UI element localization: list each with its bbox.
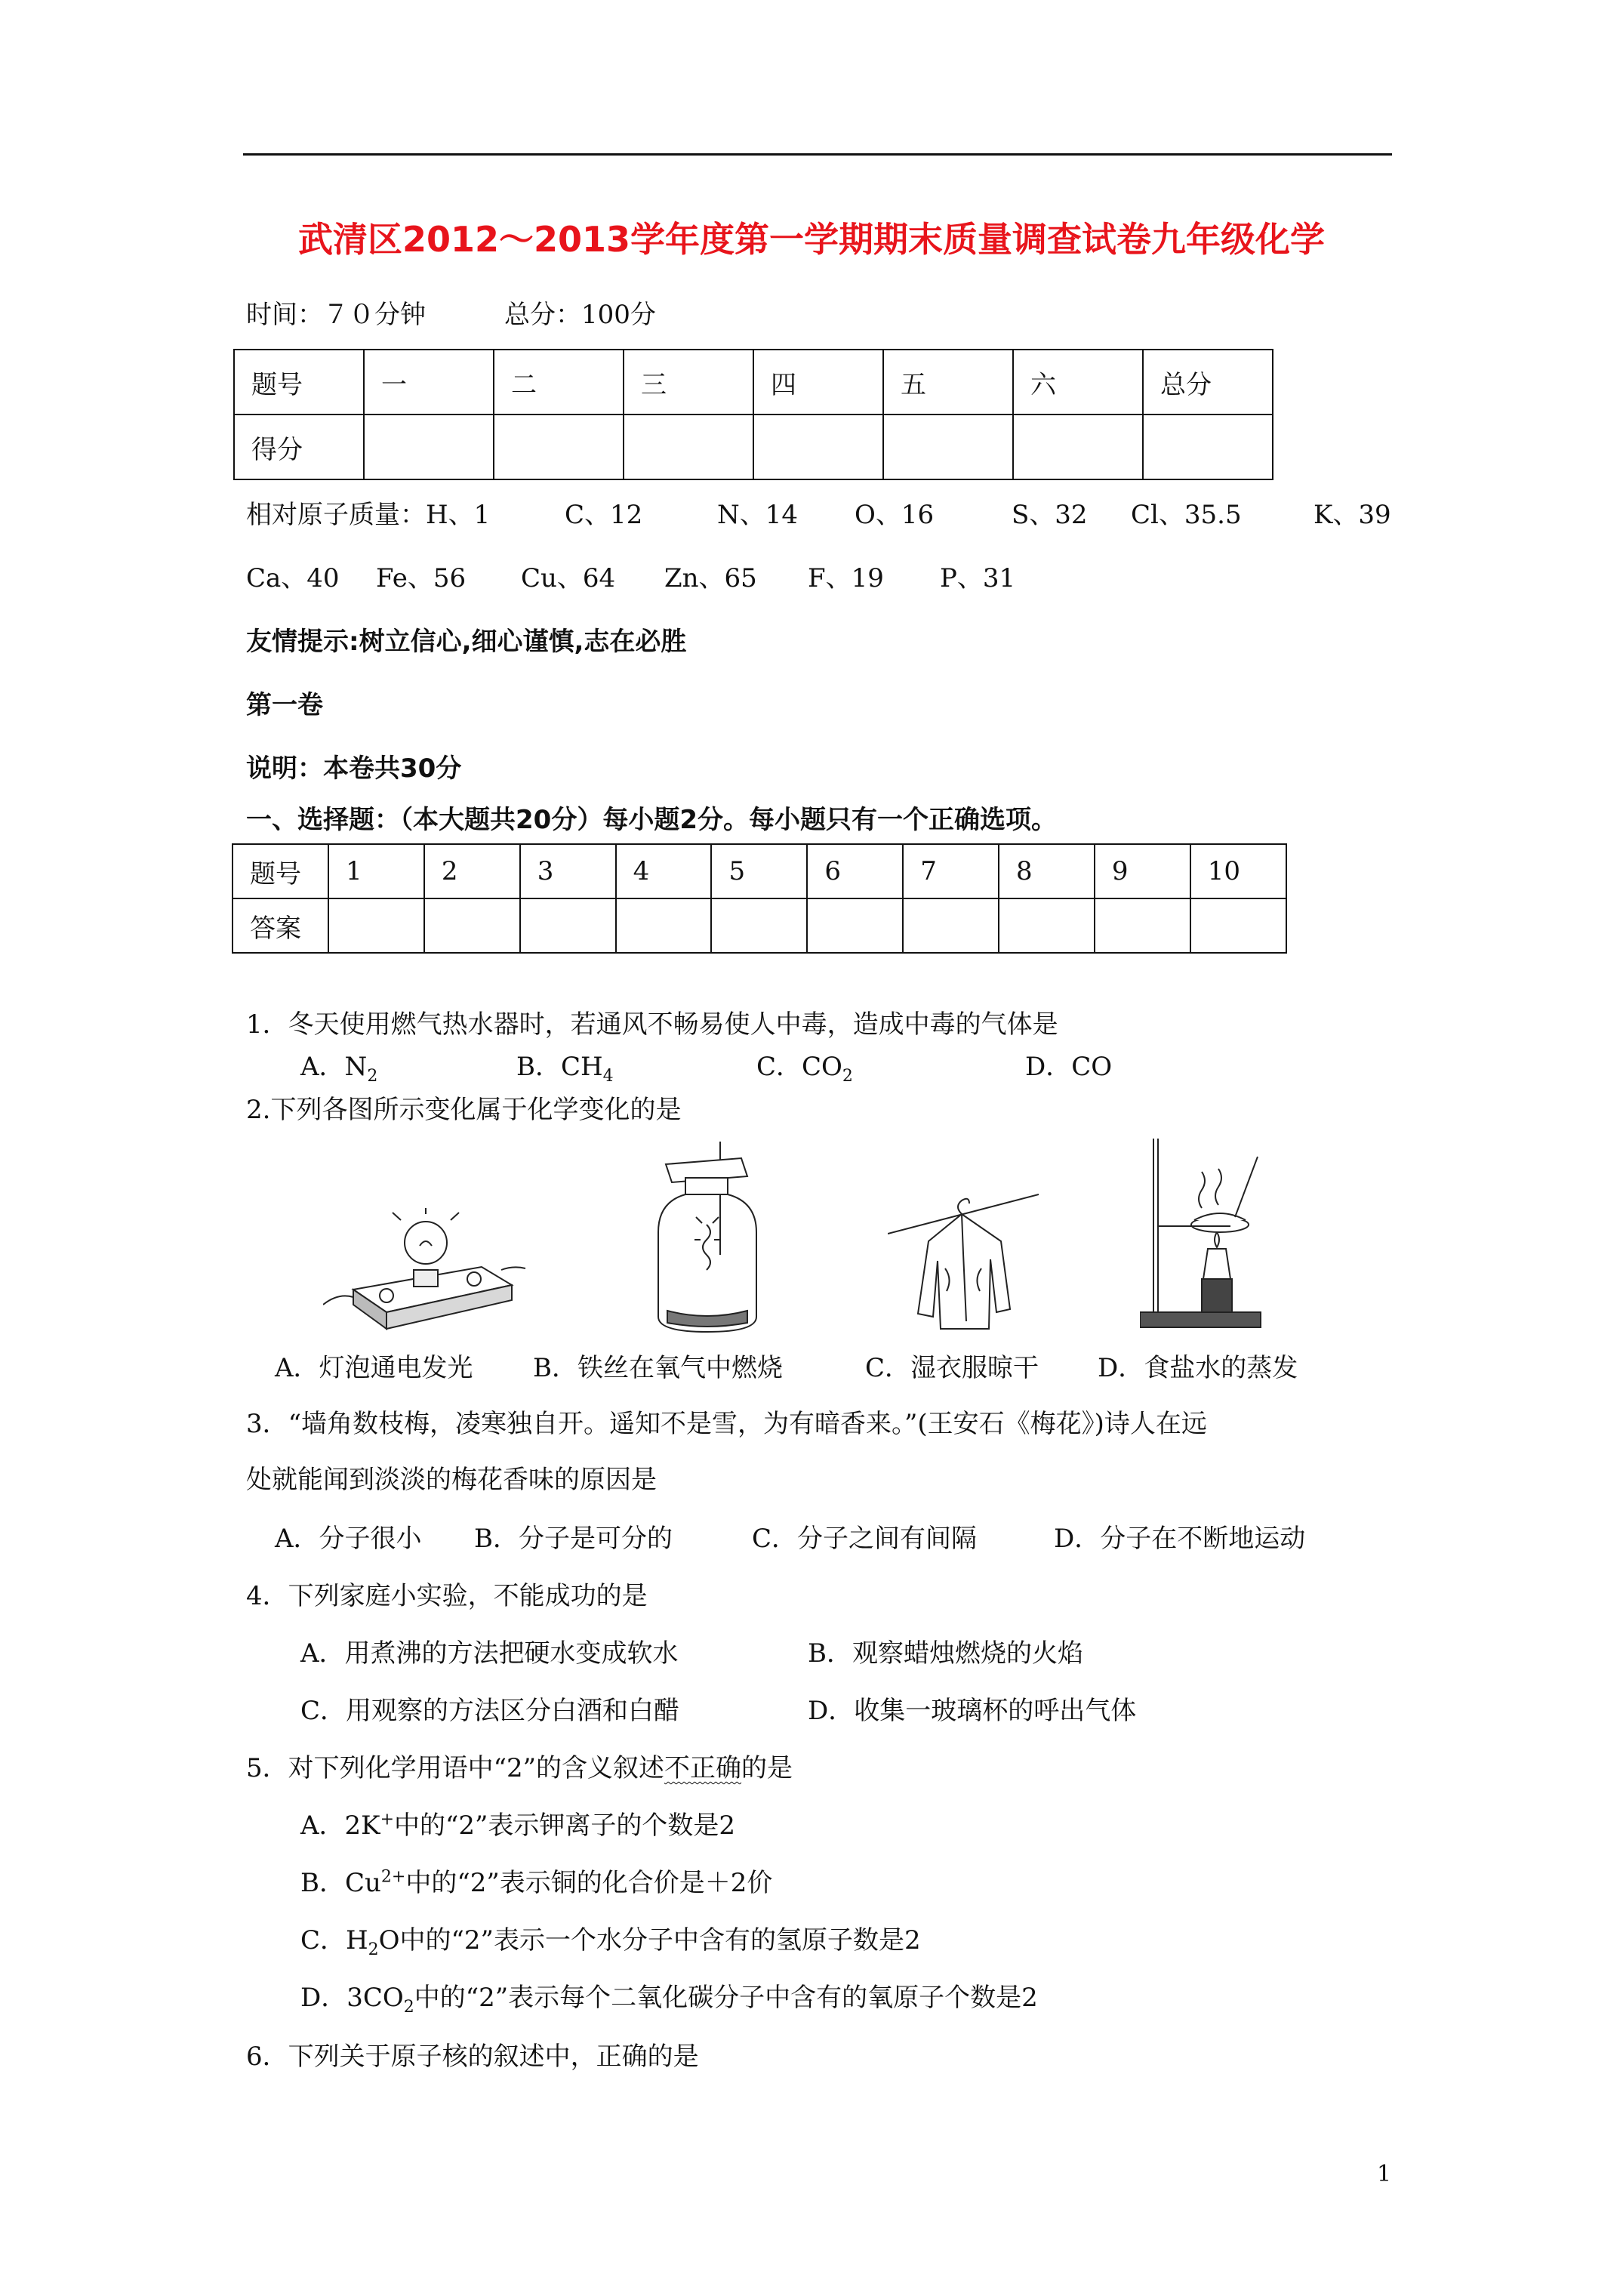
answer-cell[interactable]: [807, 898, 903, 953]
question-3-option-b: B．分子是可分的: [474, 1524, 673, 1554]
answer-cell[interactable]: [999, 898, 1095, 953]
score-cell[interactable]: [494, 415, 624, 479]
question-1-option-b: B．$CH_4$: [516, 1052, 614, 1086]
answer-row-label: 答案: [233, 898, 328, 953]
score-header-cell: 六: [1013, 350, 1143, 415]
score-cell[interactable]: [624, 415, 753, 479]
answer-header-cell: 题号: [233, 844, 328, 898]
question-3-stem-cont: 处就能闻到淡淡的梅花香味的原因是: [246, 1465, 657, 1495]
question-4-option-a: A．用煮沸的方法把硬水变成软水: [300, 1638, 679, 1669]
question-4-option-d: D．收集一玻璃杯的呼出气体: [808, 1696, 1137, 1726]
answer-cell[interactable]: [711, 898, 807, 953]
score-cell[interactable]: [753, 415, 883, 479]
exam-time: 时间：７０分钟: [246, 300, 426, 330]
atomic-mass-item: C、12: [565, 500, 643, 530]
question-2-stem: 2.下列各图所示变化属于化学变化的是: [246, 1095, 682, 1125]
score-header-cell: 二: [494, 350, 624, 415]
page-number: 1: [1377, 2161, 1392, 2187]
answer-header-cell: 5: [711, 844, 807, 898]
atomic-mass-item: P、31: [940, 563, 1016, 593]
question-3-option-c: C．分子之间有间隔: [752, 1524, 978, 1554]
exam-total: 总分：100分: [504, 300, 656, 330]
answer-header-cell: 4: [616, 844, 712, 898]
score-cell[interactable]: [364, 415, 494, 479]
wet-clothes-illustration: [888, 1178, 1039, 1336]
volume-note: 说明：本卷共30分: [246, 754, 462, 784]
question-1-option-a: A．$N_2$: [300, 1052, 378, 1086]
answer-cell[interactable]: [520, 898, 616, 953]
question-2-option-a: A．灯泡通电发光: [275, 1353, 473, 1383]
question-5-stem: 5．对下列化学用语中“2”的含义叙述不正确的是: [246, 1753, 793, 1783]
answer-header-cell: 8: [999, 844, 1095, 898]
answer-header-cell: 2: [424, 844, 520, 898]
answer-cell[interactable]: [424, 898, 520, 953]
header-rule: [243, 153, 1392, 156]
score-header-cell: 题号: [234, 350, 364, 415]
question-2-option-d: D．食盐水的蒸发: [1098, 1353, 1298, 1383]
question-6-stem: 6．下列关于原子核的叙述中，正确的是: [246, 2042, 699, 2072]
question-1-option-d: D．CO: [1025, 1052, 1113, 1082]
answer-header-cell: 7: [903, 844, 999, 898]
score-header-cell: 三: [624, 350, 753, 415]
answer-cell[interactable]: [1095, 898, 1190, 953]
question-3-option-d: D．分子在不断地运动: [1054, 1524, 1306, 1554]
answer-cell[interactable]: [903, 898, 999, 953]
score-header-cell: 一: [364, 350, 494, 415]
question-1-stem: 1．冬天使用燃气热水器时，若通风不畅易使人中毒，造成中毒的气体是: [246, 1009, 1058, 1040]
question-5-option-c: C．$H_2O$中的“2”表示一个水分子中含有的氢原子数是2: [300, 1925, 921, 1959]
score-cell[interactable]: [1013, 415, 1143, 479]
answer-header-cell: 10: [1190, 844, 1286, 898]
score-header-cell: 总分: [1143, 350, 1273, 415]
atomic-mass-item: 相对原子质量：H、1: [246, 500, 491, 530]
question-2-option-b: B．铁丝在氧气中燃烧: [533, 1353, 783, 1383]
answer-header-cell: 1: [328, 844, 424, 898]
answer-table: [232, 843, 1287, 954]
answer-cell[interactable]: [1190, 898, 1286, 953]
score-cell[interactable]: [1143, 415, 1273, 479]
score-table: [233, 349, 1273, 480]
answer-header-cell: 6: [807, 844, 903, 898]
atomic-mass-item: F、19: [808, 563, 884, 593]
atomic-mass-item: O、16: [855, 500, 935, 530]
volume-heading: 第一卷: [246, 690, 323, 720]
question-4-option-c: C．用观察的方法区分白酒和白醋: [300, 1696, 680, 1726]
atomic-mass-item: Ca、40: [246, 563, 340, 593]
answer-cell[interactable]: [616, 898, 712, 953]
friendly-tip: 友情提示:树立信心,细心谨慎,志在必胜: [246, 627, 687, 657]
page-title: 武清区2012～2013学年度第一学期期末质量调查试卷九年级化学: [297, 219, 1326, 260]
atomic-mass-item: Cl、35.5: [1131, 500, 1242, 530]
question-5-option-d: D．$3CO_2$中的“2”表示每个二氧化碳分子中含有的氧原子个数是2: [300, 1983, 1038, 2017]
score-header-cell: 四: [753, 350, 883, 415]
question-5-option-a: A．2K+中的“2”表示钾离子的个数是2: [300, 1810, 736, 1841]
question-4-stem: 4．下列家庭小实验，不能成功的是: [246, 1581, 648, 1611]
question-4-option-b: B．观察蜡烛燃烧的火焰: [808, 1638, 1083, 1669]
evaporation-apparatus-illustration: [1140, 1136, 1268, 1338]
answer-header-cell: 3: [520, 844, 616, 898]
atomic-mass-item: S、32: [1012, 500, 1088, 530]
light-bulb-illustration: [323, 1208, 527, 1336]
atomic-mass-item: Zn、65: [664, 563, 757, 593]
question-1-option-c: C．$CO_2$: [756, 1052, 853, 1086]
atomic-mass-item: Cu、64: [521, 563, 616, 593]
question-3-option-a: A．分子很小: [275, 1524, 422, 1554]
question-3-stem: 3．“墙角数枝梅，凌寒独自开。遥知不是雪，为有暗香来。”(王安石《梅花》)诗人在远: [246, 1409, 1207, 1439]
answer-header-cell: 9: [1095, 844, 1190, 898]
score-cell[interactable]: [883, 415, 1013, 479]
atomic-mass-item: Fe、56: [376, 563, 467, 593]
atomic-mass-item: K、39: [1313, 500, 1391, 530]
atomic-mass-item: N、14: [717, 500, 799, 530]
score-header-cell: 五: [883, 350, 1013, 415]
question-5-option-b: B．$Cu^{2+}$中的“2”表示铜的化合价是＋2价: [300, 1867, 773, 1898]
answer-cell[interactable]: [328, 898, 424, 953]
section-heading: 一、选择题：（本大题共20分）每小题2分。每小题只有一个正确选项。: [246, 805, 1057, 835]
score-row-label: 得分: [234, 415, 364, 479]
iron-wire-jar-illustration: [651, 1142, 764, 1339]
question-2-option-c: C．湿衣服晾干: [865, 1353, 1039, 1383]
